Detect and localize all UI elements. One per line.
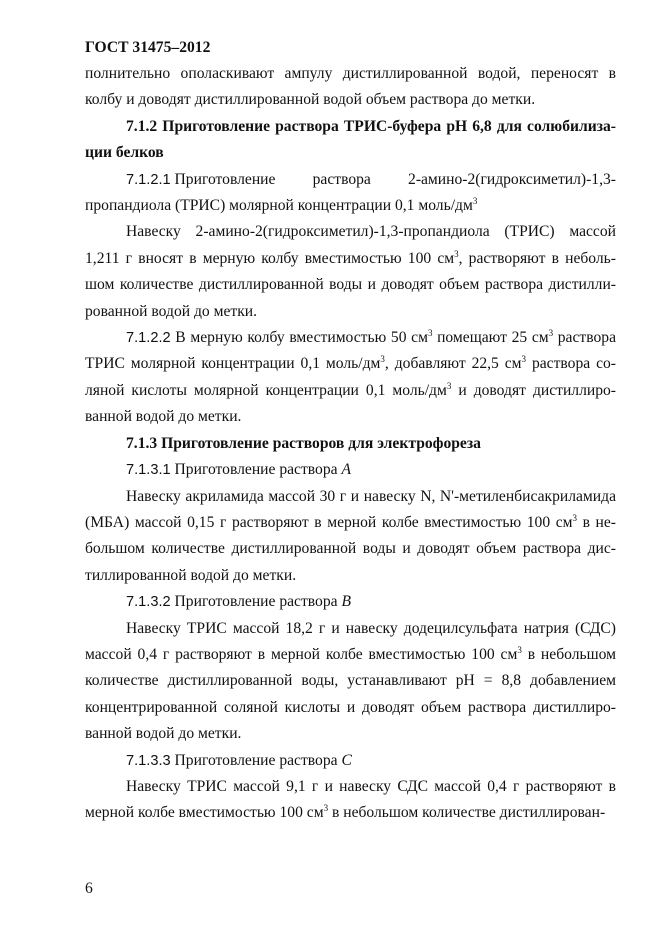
paragraph-text: , добавляют 22,5 см [384,355,522,373]
subsection-7-1-3-1 [85,457,616,483]
paragraph-text: раствора со-ляной кислоты молярной концентрации 0,1 моль/дм [85,355,616,399]
paragraph-text: в небольшом количестве дистиллированной воды, устанавливают рН = 8,8 добавлением концентрированной соляной кислоты и доводят объем раствора дистиллиро-ванной водой до метки. [85,645,616,743]
solution-label: А [341,461,351,479]
paragraph-text: Приготовление раствора [174,751,342,769]
paragraph-text: Навеску 2-амино-2(гидроксиметил)-1,3-пропандиола (ТРИС) массой 1,211 г вносят в мерную колбу вместимостью 100 см [85,223,616,267]
paragraph-text: Навеску акриламида массой 30 г и навеску N, N'-метиленбисакриламида (МБА) массой 0,15 г растворяют в мерной колбе вместимостью 100 см [85,487,616,531]
paragraph-text: Приготовление раствора [174,593,342,611]
paragraph-text: в не-большом количестве дистиллированной воды и доводят объем раствора дис-тиллированной водой до метки. [85,513,616,584]
paragraph-text: Приготовление раствора [174,461,342,479]
superscript: 3 [572,512,577,523]
paragraph-tris-sds-weighing-c [85,774,616,827]
section-number: 7.1.3.2 [126,594,171,611]
section-heading-7-1-2: 7.1.2 Приготовление раствора ТРИС-буфера рН 6,8 для солюбилиза-ции белков [85,117,616,162]
subsection-7-1-3-3 [85,748,616,774]
paragraph-word: раствора [312,170,371,188]
subsection-7-1-3-2 [85,589,616,615]
section-heading-7-1-3: 7.1.3 Приготовление растворов для электрофореза [126,434,481,452]
paragraph-continuation: полнительно ополаскивают ампулу дистиллированной водой, переносят в колбу и доводят дистиллированной водой объем раствора до метки. [85,65,616,109]
paragraph-text: Навеску ТРИС массой 9,1 г и навеску СДС массой 0,4 г растворяют в мерной колбе вместимостью 100 см [85,777,616,822]
paragraph-text: пропандиола (ТРИС) молярной концентрации 0,1 моль/дм [85,197,473,215]
superscript: 3 [446,380,452,391]
paragraph-text: помещают 25 см [432,329,549,347]
paragraph-acrylamide-weighing [85,484,616,590]
solution-label: В [341,593,351,611]
subsection-7-1-2-1-line2 [85,193,616,219]
superscript: 3 [427,328,433,339]
section-number: 7.1.2.1 [126,171,171,188]
superscript: 3 [380,354,385,365]
paragraph-text: раствора ТРИС молярной концентрации 0,1 моль/дм [85,329,616,373]
superscript: 3 [521,354,527,365]
section-number: 7.1.3.3 [126,752,171,769]
superscript: 3 [472,196,478,207]
paragraph-tris-weighing [85,219,616,325]
section-number: 7.1.2.2 [126,330,171,347]
superscript: 3 [454,248,459,259]
document-body [85,61,616,827]
solution-label: С [341,751,352,769]
paragraph-text: и доводят дистиллиро-ванной водой до метки. [85,381,616,426]
superscript: 3 [323,803,329,814]
paragraph-text: , растворяют в неболь-шом количестве дистиллированной воды и доводят объем раствора дистилли-рованной водой до метки. [85,249,616,320]
paragraph-word: Приготовление [174,170,276,188]
paragraph-tris-sds-weighing [85,616,616,748]
paragraph-text: в небольшом количестве дистиллирован- [328,804,606,822]
paragraph-word: 2-амино-2(гидроксиметил)-1,3- [408,170,616,188]
superscript: 3 [548,328,554,339]
paragraph-text: Навеску ТРИС массой 18,2 г и навеску додецилсульфата натрия (СДС) массой 0,4 г растворяют в мерной колбе вместимостью 100 см [85,619,616,663]
subsection-7-1-2-2 [85,325,616,431]
subsection-7-1-2-1-line1 [85,167,616,193]
page-number: 6 [85,880,93,897]
section-number: 7.1.3.1 [126,462,171,479]
document-header: ГОСТ 31475–2012 [85,39,211,56]
paragraph-text: В мерную колбу вместимостью 50 см [175,329,428,347]
superscript: 3 [517,644,522,655]
